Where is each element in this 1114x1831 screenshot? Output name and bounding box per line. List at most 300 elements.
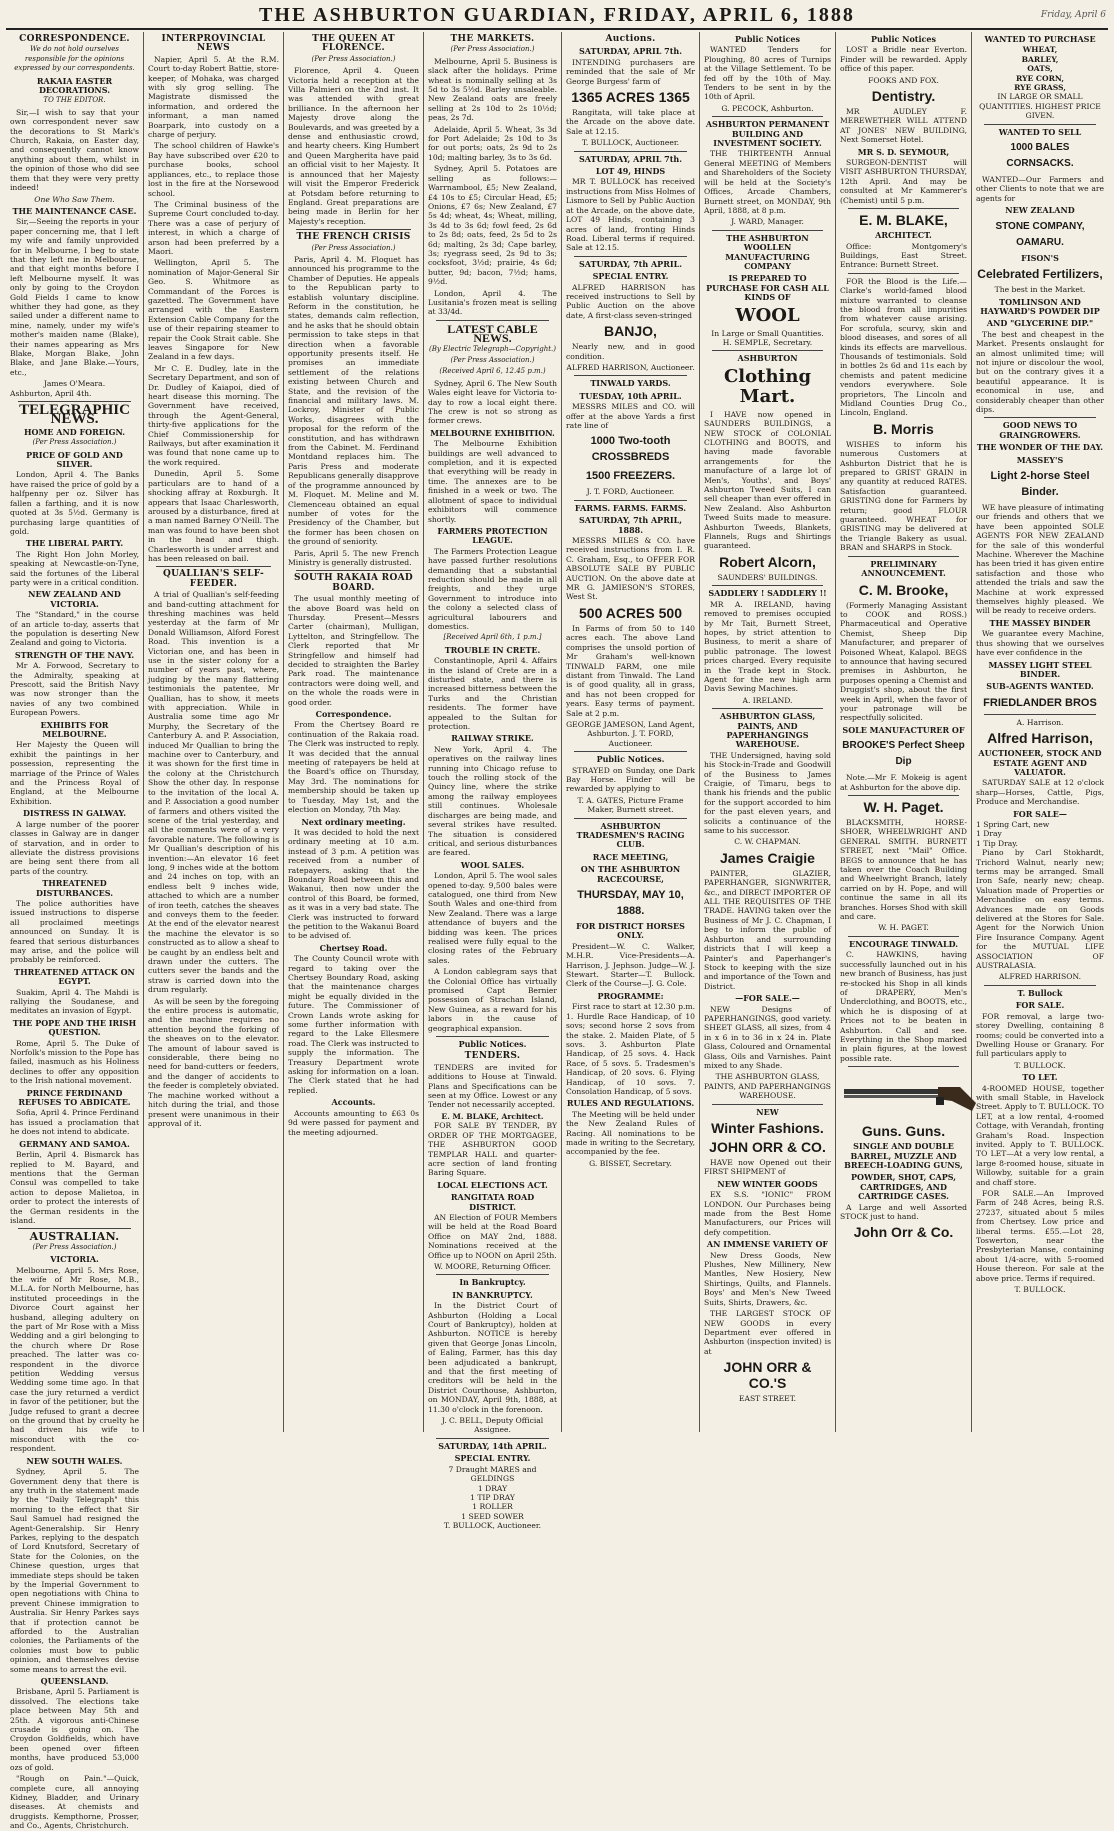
advert-text: LOST a Bridle near Everton. Finder will be rewarded. Apply office of this paper.: [840, 45, 967, 74]
section-title: FARMERS PROTECTION LEAGUE.: [437, 525, 548, 546]
dentistry-display: Dentistry.: [871, 88, 936, 105]
article-text: Dunedin, April 5. Some particulars are to hand of a shocking affray at Roxburgh. It appears that Isaac Charlesworth, aroused by a disturbance, fired at a man named Barney O'Neill. The man was found to have been shot in the head and thigh. Charlesworth is under arrest and has been released on bail.: [148, 469, 279, 563]
press-association: (Per Press Association.): [32, 1242, 117, 1251]
list-item: 1 ROLLER: [472, 1502, 513, 1512]
article-text: A large number of the poorer classes in Galway are in danger of starvation, and in order to alleviate the distress provisions are being sent there from all parts of the country.: [10, 819, 139, 876]
advert-text: WISHES to inform his numerous Customers at Ashburton District that he is prepared to GRIST GRAIN in any quantity at reduced RATES. Satisfaction guaranteed. GRISTING done for Farmers by return; good FLOUR guaranteed. WHEAT for GRISTING may be delivered at the Triangle Bakery as usual. BRAN and SHARPS in Stock.: [840, 439, 967, 553]
wool-display: WOOL: [735, 304, 800, 326]
section-title: PROGRAMME:: [597, 990, 664, 1001]
section-title: Public Notices: [734, 34, 800, 44]
correspondence-note: We do not hold ourselves responsible for the opinions expressed by our correspondents.: [14, 45, 135, 73]
signature: A. IRELAND.: [742, 695, 793, 705]
advert-text: Rangitata, will take place at the Arcade on the above date. Sale at 12.15.: [566, 108, 695, 136]
robert-alcorn-display: Robert Alcorn,: [719, 553, 816, 570]
banjo-display: BANJO,: [604, 323, 657, 340]
received-note: [Received April 6th, 1 p.m.]: [443, 633, 542, 642]
divider: [712, 1104, 823, 1105]
article-text: Melbourne, April 5. Mrs Rose, the wife of Mr Rose, M.B., M.L.A. for North Melbourne, has instituted proceedings in the Divorce Court against her husband, alleging adultery on the part of Mr Rose with a Miss Wedding and a girl belonging to the church where Dr Rose preached. The latter was co-respondent in the divorce petition Wedding versus Wedding some time ago. In that case the jury returned a verdict in favor of the petitioner, but the Judge refused to grant a decree on the ground that by cruelty he had driven his wife to misconduct with the co-respondent.: [10, 1265, 139, 1454]
article-text: London, April 5. The wool sales opened to-day. 9,500 bales were catalogued, one third from New South Wales and one-third from New Zealand. There was a large attendance of buyers and the bidding was keen. The prices realised were fully equal to the closing rates of the February sales.: [428, 871, 557, 965]
section-title: ASHBURTON TRADESMEN'S RACING CLUB.: [576, 820, 685, 850]
advert-text: "Rough on Pain."—Quick, complete cure, all annoying Kidney, Bladder, and Urinary diseases. At chemists and druggists. Kempthorne, Prosser, and Co., Agents, Christchurch.: [10, 1774, 139, 1831]
advert-text: TENDERS are invited for additions to House at Tinwald. Plans and Specifications can be seen at my Office. Lowest or any Tender not necessarily accepted.: [428, 1062, 557, 1110]
section-title: SADDLERY ! SADDLERY !!: [708, 588, 827, 599]
advert-text: HAVE now Opened out their FIRST SHIPMENT of: [704, 1158, 831, 1177]
advert-text: FOR SALE.—An Improved Farm of 248 Acres, being R.S. 27237, situated about 5 miles from Chertsey. Low price and liberal terms. £55.—Lot 28, Toswerton, near the Presbyterian Manse, containing about 1/4-acre, with 5-roomed House thereon. For sale at the above price. Terms if required.: [976, 1189, 1104, 1283]
advert-text: The best in the Market.: [994, 285, 1086, 295]
list-item: WHEAT,: [1022, 45, 1058, 55]
divider: [848, 1066, 959, 1067]
divider: [574, 751, 687, 752]
list-item: 1 SEED SOWER: [461, 1511, 524, 1521]
article-text: The Farmers Protection League have passed further resolutions demanding that a substantial reduction should be made in all freights, and they urge Government to introduce into the colony a selected class of agricultural labourers and domestics.: [428, 546, 557, 631]
press-association: (Per Press Association.): [450, 356, 535, 364]
advert-text: President—W. C. Walker, M.H.R. Vice-Presidents—A. Harrison, J. Jephson. Judge—W. J. Stewart. Starter—T. Bullock. Clerk of the Course—J. G. Cole.: [566, 941, 695, 989]
section-title: SOLE MANUFACTURER OF: [842, 724, 965, 735]
section-title: IS PREPARED TO PURCHASE FOR CASH ALL KINDS OF: [706, 273, 829, 303]
acreage-display: 1365 ACRES 1365: [571, 89, 690, 106]
advert-text: 4-ROOMED HOUSE, together with small Stable, in Havelock Street. Apply to T. BULLOCK. TO LET, at a low rental, 4-roomed Cottage, with Verandah, fronting Graham's Road. Inspection invited. Apply to T. BULLOCK. TO LET—At a very low rental, a large 8-roomed house, situate in Willowby, suitable for a grain and chaff store.: [976, 1083, 1104, 1187]
column-3: [284, 32, 424, 1432]
advert-text: MR A. IRELAND, having removed to premises occupied by Mr Tait, Burnett Street, hopes, by strict attention to Business, to merit a share of public patronage. The lowest prices charged. Every requisite in the Trade kept in Stock. Agent for the new high arm Davis Sewing Machines.: [704, 599, 831, 694]
section-title: SATURDAY, APRIL 7th.: [578, 46, 682, 57]
section-title: MASSEY'S: [1016, 454, 1064, 465]
article-text: Sydney, April 5. The Government deny that there is any truth in the statement made by the "Daily Telegraph" this morning to the effect that Sir Saul Samuel had resigned the Agent-Generalship. Sir Henry Parkes, replying to the despatch of Lord Knutsford, Secretary of State for the Colonies, on the Chinese question, urges that immediate steps should be taken by the Imperial Government to open negotiations with China to prevent Chinese immigration to Australia. Sir Henry Parkes says that if protection cannot be afforded to the Australian colonies, the Parliaments of the colonies must bow to public opinion, and themselves devise some means to arrest the evil.: [10, 1467, 139, 1674]
john-orr-display: JOHN ORR & CO.: [709, 1139, 826, 1155]
divider: [436, 1274, 549, 1275]
advert-text: WANTED Tenders for Ploughing, 80 acres of Turnips at the Village Settlement. To be fed off by the 10th of May. Tenders to be sent in by the 10th of April.: [704, 45, 831, 102]
advert-text: AN Election of FOUR Members will be held at the Road Board Office on MAY 2nd, 1888. Nominations received at the Office up to NOON on April 25th.: [428, 1212, 557, 1260]
section-title: QUEENSLAND.: [40, 1676, 109, 1687]
section-title: ON THE ASHBURTON RACECOURSE,: [580, 864, 681, 884]
markets-heading: THE MARKETS.: [450, 34, 535, 44]
section-title: RAILWAY STRIKE.: [451, 733, 534, 744]
article-text: The usual monthly meeting of the above Board was held on Thursday. Present—Messrs Carter (chairman), Mulligan, Lyttelton, and Stringfellow. The Clerk reported that Mr Stringfellow and himself had decided to straighten the Barley Park road. The maintenance contractors were doing well, and on the whole the roads were in good order.: [288, 594, 419, 707]
column-2: [144, 32, 284, 1432]
advert-text: The Meeting will be held under the New Zealand Rules of Racing. All nominations to be made in writing to the Secretary, accompanied by the fee.: [566, 1109, 695, 1157]
column-7: [836, 32, 972, 1432]
article-text: Florence, April 4. Queen Victoria held a reception at the Villa Palmieri on the 2nd inst. It was attended with great brilliance. In the afternoon her Majesty drove along the Boulevards, and was greeted by a dense and enthusiastic crowd, and hearty cheers. King Humbert and Queen Margherita have paid an official visit to her Majesty. It is announced that her Majesty will visit the Emperor Frederick at Potsdam before returning to England. Great preparations are being made in Berlin for her Majesty's reception.: [288, 66, 419, 226]
divider: [296, 570, 411, 571]
divider: [848, 208, 959, 209]
section-title: STRENGTH OF THE NAVY.: [14, 649, 135, 660]
advert-text: Piano by Carl Stokhardt, Trichord Walnut, nearly new; terms may be arranged. Small Iron Safe, nearly new; cheap. Valuation made of Properties or Merchandise on easy terms. Advances made on Goods delivered at the Stores for Sale. Agent for the Norwich Union Fire Insurance Company. Agent for the MUTUAL LIFE ASSOCIATION OF AUSTRALASIA.: [976, 848, 1104, 971]
signature: THE ASHBURTON GLASS, PAINTS, AND PAPERHANGINGS WAREHOUSE.: [704, 1072, 831, 1101]
fertilizers-display: Celebrated Fertilizers,: [977, 267, 1103, 282]
copyright-note: (By Electric Telegraph—Copyright.): [429, 344, 556, 353]
section-title: THE POPE AND THE IRISH QUESTION.: [12, 1017, 137, 1038]
article-text: Mr C. E. Dudley, late in the Secretary Department, and son of Dr. Dudley of Kaiapoi, died of heart disease this morning. The Government have received, through the Agent-General, thirty-five applications for the Chief Commissionership for Railways, but after examination it was found that none came up to the work required.: [148, 363, 279, 467]
section-title: In Bankruptcy.: [459, 1277, 526, 1288]
article-text: Paris, April 4. M. Floquet has announced his programme to the Chamber of Deputies. He appeals to the Republican party to establish voluntary discipline. Reform in the constitution, he states, demands calm reflection, and he asks that he should obtain permission to take steps in that direction when a favorable opportunity presents itself. He promises an immediate settlement of the relations existing between Church and State, and the revision of the financial and military laws. M. Lockroy, Minister of Public Works, disagrees with the proposal for the reform of the constitution, and has withdrawn from the Cabinet. M. Ferdinand Montdand replaces him. The Paris Press and moderate Republicans generally disapprove of the programme announced by M. Floquet. M. Meline and M. Clemenceau obtained an equal number of votes for the Presidency of the Chamber, but the former has been chosen on the ground of seniority.: [288, 254, 419, 547]
section-title: SINGLE AND DOUBLE BARREL, MUZZLE AND BREECH-LOADING GUNS,: [844, 1141, 963, 1170]
section-title: SATURDAY, 7th APRIL, 1888.: [578, 515, 682, 535]
advert-text: In Large or Small Quantities.: [711, 328, 824, 338]
telegraphic-heading: TELEGRAPHIC NEWS.: [19, 402, 130, 428]
advert-text: New Dress Goods, New Plushes, New Millinery, New Mantles, New Hosiery, New Shirtings, Quilts, and Flannels. Boys' and Men's New Tweed Suits, Shirts, Drawers, &c.: [704, 1250, 831, 1307]
advert-text: MR T. BULLOCK has received instructions from Miss Holmes of Lismore to Sell by Public Auction at the Arcade, on the above date, LOT 49 Hinds, containing 3 acres of land, fronting Hinds Road. Liberal terms if required. Sale at 12.15.: [566, 177, 695, 253]
advert-text: INTENDING purchasers are reminded that the sale of Mr George Burgess' farm of: [566, 57, 695, 86]
divider: [156, 566, 271, 567]
section-title: TUESDAY, 10th APRIL.: [579, 390, 682, 401]
shotgun-icon: [840, 1071, 980, 1119]
section-title: SATURDAY, 7th APRIL.: [578, 258, 682, 269]
advert-text: WE have pleasure of intimating our friends and others that we have been appointed SOLE AGENTS FOR NEW ZEALAND for the sale of this wonderful Machine. Wherever the Machine has been tried it has given entire satisfaction and those who attended the trials and saw the Machine at work expressed themselves highly pleased. We will be ready to receive orders.: [976, 503, 1104, 616]
divider: [848, 556, 959, 557]
advert-text: The best and cheapest in the Market. Presents onslaught for an almost unlimited time; will not injure or discolour the wool, but on the contrary gives it a beautiful appearance. It is economical in use, and considerably cheaper than other dips.: [976, 329, 1104, 414]
section-title: PRICE OF GOLD AND SILVER.: [26, 449, 123, 470]
signature: T. BULLOCK, Auctioneer.: [443, 1521, 542, 1531]
signature: SAUNDERS' BUILDINGS.: [717, 572, 818, 582]
divider: [712, 230, 823, 231]
section-title: SATURDAY, APRIL 7th.: [578, 153, 682, 164]
advert-text: MESSRS MILES and CO. will offer at the above Yards a first rate line of: [566, 402, 695, 430]
article-text: From the Chertsey Board re continuation of the Rakaia road. The Clerk was instructed to reply. It was decided that the annual meeting of ratepayers be held at the Board's office on Thursday, May 3rd. The nominations for membership should be taken up to Tuesday, May 1st, and the election on Monday, 7th May.: [288, 720, 419, 815]
paget-display: W. H. Paget.: [863, 799, 944, 815]
article-text: The Melbourne Exhibition buildings are well advanced to completion, and it is expected that everything will be ready in time. The annexes are to be finished in a week or two. The allotment of space to individual exhibitors will commence shortly.: [428, 439, 557, 524]
article-text: Mr A. Forwood, Secretary to the Admiralty, speaking at Prescott, said the British Navy was now stronger than the navies of any two combined European Powers.: [10, 661, 139, 718]
grain-list: [976, 45, 1104, 92]
divider: [574, 818, 687, 819]
acreage-display: 500 ACRES 500: [579, 604, 682, 621]
brooke-display: C. M. Brooke,: [858, 581, 949, 598]
advert-text: NEW Designs of PAPERHANGINGS, good variety. SHEET GLASS, all sizes, from 4 in x 6 in to 36 in x 24 in. Plate Glass, Coloured and Ornamental Glass, Oils and Varnishes. Paint mixed to any Shade.: [704, 1004, 831, 1070]
morris-display: B. Morris: [873, 420, 934, 437]
article-text: Brisbane, April 5. Parliament is dissolved. The elections take place between May 5th and 25th. A vigorous anti-Chinese crusade is going on. The Croydon Goldfields, which have been opened over fifteen months, have produced 53,000 ozs of gold.: [10, 1687, 139, 1772]
divider: [984, 985, 1096, 986]
signature: FOOKS AND FOX.: [868, 75, 939, 85]
divider: [984, 417, 1096, 418]
section-title: FOR DISTRICT HORSES ONLY.: [576, 921, 685, 941]
dateline: Ashburton, April 4th.: [10, 388, 92, 398]
clothing-mart-display: Clothing Mart.: [723, 365, 812, 407]
section-title: THE ASHBURTON WOOLLEN MANUFACTURING COMPANY: [725, 232, 810, 271]
section-title: ASHBURTON: [737, 353, 798, 364]
guns-display: Guns. Guns.: [861, 1123, 946, 1140]
section-title: FOR SALE—: [1013, 808, 1067, 819]
section-title: SPECIAL ENTRY.: [592, 271, 669, 282]
section-title: TINWALD YARDS.: [590, 378, 671, 389]
signature: J. WARD, Manager.: [731, 217, 804, 227]
received-note: (Received April 6, 12.45 p.m.): [439, 367, 546, 376]
article-text: Melbourne, April 5. Business is slack after the holidays. Prime wheat is nominally selling at 3s 5d to 3s 5½d. Barley unsaleable. New Zealand oats are freely selling at 2s 10d to 2s 10½d; peas, 2s 7d.: [428, 56, 557, 123]
section-title: RAKAIA EASTER DECORATIONS.: [36, 75, 113, 96]
article-text: Accounts amounting to £63 0s 9d were passed for payment and the meeting adjourned.: [288, 1108, 419, 1137]
advert-text: STRAYED on Sunday, one Dark Bay Horse. Finder will be rewarded by applying to: [566, 765, 695, 794]
divider: [574, 256, 687, 257]
section-title: Public Notices.: [458, 1039, 527, 1050]
article-text: Sir,—Seeing the reports in your paper concerning me, that I left my wife and family unprovided for in Melbourne, I beg to state that they left me in Melbourne, and that eight months before I left Melbourne myself. It was only by going to the Croydon Gold Fields I came to know whither they had gone, as they sailed under a different name to mine, namely, under my wife's mother's maiden name (Blake), their names appearing as Mrs Blake, Morgan Blake, John Blake, and Jane Blake.—Yours, etc.,: [10, 217, 139, 377]
stock-display: 1500 FREEZERS.: [585, 470, 676, 483]
article-text: As will be seen by the foregoing the entire process is automatic, and the machine requires no attention beyond the forking of the sheaves on to the elevator. The amount of labour saved is considerable, there being no need for band-cutters or feeders, and the danger of accidents to the feeder is completely obviated. The machine worked without a hitch during the trial, and those present were unanimous in their approval of it.: [148, 996, 279, 1128]
advert-text: Office: Montgomery's Buildings, East Street. Entrance: Burnett Street.: [840, 241, 967, 270]
advert-text: SURGEON-DENTIST will VISIT ASHBURTON THURSDAY, 12th April. And may be consulted at Mr Kammerer's (Chemist) until 5 p.m.: [840, 158, 967, 205]
article-text: The Criminal business of the Supreme Court concluded to-day. There was a case of perjury of interest, in which a charge of arson had been preferred by a Maori.: [148, 199, 279, 256]
section-title: RULES AND REGULATIONS.: [566, 1098, 695, 1109]
advert-text: WANTED—Our Farmers and other Clients to note that we are agents for: [976, 175, 1104, 203]
section-title: AN IMMENSE VARIETY OF: [706, 1239, 829, 1250]
signature: EAST STREET.: [738, 1394, 797, 1404]
section-title: RACE MEETING,: [592, 851, 669, 862]
signature: ALFRED HARRISON, Auctioneer.: [566, 362, 695, 372]
article-text: Rome, April 5. The Duke of Norfolk's mission to the Pope has failed, inasmuch as his Holiness declines to offer any opposition to the Irish national movement.: [10, 1038, 139, 1086]
section-title: THE MAINTENANCE CASE.: [12, 205, 137, 216]
section-title: LOCAL ELECTIONS ACT.: [437, 1179, 548, 1190]
section-title: THREATENED DISTURBANCES.: [35, 878, 114, 898]
section-title: Next ordinary meeting.: [301, 816, 406, 827]
advert-text: THE LARGEST STOCK OF NEW GOODS in every Department ever offered in Ashburton (inspection invited) is at: [704, 1309, 831, 1356]
list-item: 1 Dray: [976, 829, 1002, 839]
article-text: Sydney, April 5. Potatoes are selling as follows:—Warrnambool, £5; New Zealand, £4 10s to £5; Circular Head, £5; Onions, £7 6s; New Zealand, £7 5s 4d; wheat, 4s; Wheat, milling, 3s 4d to 3s 6d; fowl feed, 2s 6d to 2s 8d; oats, feed, 2s 5d to 2s 6d; malting, 2s 3d; Cape barley, 3s; ryegrass seed, 2s 9d to 3s; cocksfoot, 3½d; prairie, 4s 6d; butter, 9d; bacon, 7½d; hams, 9½d.: [428, 164, 557, 287]
section-heading: SOUTH RAKAIA ROAD BOARD.: [294, 573, 413, 593]
signature: T. BULLOCK, Auctioneer.: [581, 138, 680, 148]
signature: W. MOORE, Returning Officer.: [434, 1261, 551, 1271]
section-title: PRINCE FERDINAND REFUSES TO ABDICATE.: [18, 1087, 131, 1108]
masthead-title: THE ASHBURTON GUARDIAN, FRIDAY, APRIL 6, 1888: [259, 4, 855, 26]
list-item: BARLEY,: [1021, 54, 1059, 64]
advert-text: First race to start at 12.30 p.m. 1. Hurdle Race Handicap, of 10 sovs; second horse 2 sovs from the stake. 2. Maiden Plate, of 5 sovs. 3. Ashburton Plate Handicap, of 25 sovs. 4. Hack Race, of 5 sovs. 5. Tradesmen's Handicap, of 20 sovs. 6. Flying Handicap, of 10 sovs. 7. Consolation Handicap, of 5 sovs.: [566, 1002, 695, 1096]
john-orr-display: John Orr & Co.: [853, 1224, 954, 1241]
section-title: Correspondence.: [315, 709, 392, 720]
press-association: (Per Press Association.): [311, 243, 396, 252]
signature: J. T. FORD, Auctioneer.: [586, 487, 675, 497]
advert-text: THE THIRTEENTH Annual General MEETING of Members and Shareholders of the Society will be held at the Society's Offices, Arcade Chambers, Burnett street, on MONDAY, 9th April, 1888, at 8 p.m.: [704, 149, 831, 215]
article-text: Sofia, April 4. Prince Ferdinand has issued a proclamation that he does not intend to abdicate.: [10, 1108, 139, 1137]
divider: [712, 350, 823, 351]
advert-text: C. HAWKINS, having successfully launched out in his new branch of Business, has just re-stocked his Shop in all kinds of DRAPERY, Men's Underclothing, and BOOTS, etc., which he is disposing of at Prices not to be beaten in Ashburton. Call and see. Everything in the Shop marked in plain figures, at the lowest possible rate.: [840, 950, 967, 1063]
press-association: (Per Press Association.): [32, 438, 117, 447]
masthead: [6, 4, 1108, 30]
section-title: Public Notices.: [596, 754, 665, 765]
divider: [296, 229, 411, 230]
sheep-dip-display: BROOKE'S Perfect Sheep Dip: [842, 740, 965, 768]
section-title: ASHBURTON PERMANENT BUILDING AND INVESTMENT SOCIETY.: [705, 119, 830, 149]
list-item: RYE CORN,: [1016, 73, 1064, 83]
divider: [574, 151, 687, 152]
article-text: London, April 4. The Lusitania's frozen meat is selling at 33/4d.: [428, 288, 557, 317]
article-text: Sir,—I wish to say that your own correspondent never saw the decorations to St Mark's Church, Rakaia, on Easter day, and consequently cannot know anything about them, whilst in the opinion of those who did see them that they were very pretty indeed!: [10, 107, 139, 193]
article-text: Her Majesty the Queen will exhibit the paintings in her possession, representing the marriage of the Prince of Wales and the Princess Royal of England, at the Melbourne Exhibition.: [10, 740, 139, 806]
divider: [712, 116, 823, 117]
sale-list: [428, 1465, 557, 1521]
harrison-display: Alfred Harrison,: [987, 730, 1093, 747]
list-item: RYE GRASS,: [1014, 83, 1066, 93]
divider: [848, 936, 959, 937]
section-title: THE MASSEY BINDER: [989, 617, 1091, 628]
article-text: Constantinople, April 4. Affairs in the island of Crete are in a disturbed state, and there is increased bitterness between the Turks and the Christian residents. The former have appealed to the Sultan for protection.: [428, 656, 557, 732]
section-title: TOMLINSON AND HAYWARD'S POWDER DIP: [980, 296, 1100, 316]
article-text: A trial of Quallian's self-feeding and band-cutting attachment for threshing machines was held yesterday at the farm of Mr Donald Williamson, Alford Forest Road. This invention is a Victorian one, and has been in use in the sister colony for a number of years past, where, judging by the many flattering testimonials the patentee, Mr Quallian, has to show, it meets with appreciation. While in Australia some time ago Mr Murphy, the Secretary of the Canterbury A. and P. Association, induced Mr Quallian to bring the machine over to Canterbury, and it was shown for the first time in the colony at the Christchurch Show the other day. In response to the invitation of the local A. and P. Association a good number of farmers and others visited the scene of the trial yesterday, and all the comments were of a very favorable nature. The following is Mr Quallian's description of his invention:—An elevator 16 feet long, 9 inches wide at the bottom and 24 inches on top, with an endless belt 9 inches wide, attached to which are a number of iron teeth, catches the sheaves and conveys them to the feeder. At the end of the elevator nearest the machine the elevator is so constructed as to allow a sheaf to be caught by an endless belt and drawn under the cutters. The cutters sever the bands and the straw is carried down into the drum regularly.: [148, 590, 279, 995]
section-heading: TENDERS.: [464, 1051, 521, 1062]
article-text: Paris, April 5. The new French Ministry is generally distrusted.: [288, 548, 419, 567]
advert-text: MESSRS MILES & CO. have received instructions from I. R. C. Graham, Esq., to OFFER FOR ABSOLUTE SALE BY PUBLIC AUCTION. On the above date at MR G. JAMIESON'S STORES, West St.: [566, 536, 695, 602]
section-title: IN BANKRUPTCY.: [452, 1289, 533, 1300]
binder-display: Light 2-horse Steel Binder.: [990, 470, 1090, 498]
john-orr-display: JOHN ORR & CO.'S: [723, 1359, 812, 1392]
article-text: New York, April 4. The operatives on the railway lines running into Chicago refuse to touch the rolling stock of the Quincy line, where the strike among the railway employees still continues. Wholesale discharges are being made, and several strikes have resulted. The situation is considered critical, and serious disturbances are feared.: [428, 744, 557, 858]
sale-list: [976, 820, 1104, 848]
press-association: (Per Press Association.): [311, 54, 396, 63]
signature: ALFRED HARRISON.: [998, 972, 1082, 982]
signature: One Who Saw Them.: [34, 194, 115, 204]
signature: C. W. CHAPMAN.: [734, 837, 801, 847]
divider: [712, 585, 823, 586]
auctions-heading: Auctions.: [605, 34, 656, 44]
section-title: SUB-AGENTS WANTED.: [986, 681, 1094, 692]
section-title: GERMANY AND SAMOA.: [19, 1138, 130, 1149]
signature: James O'Meara.: [43, 379, 106, 389]
signature: H. SEMPLE, Secretary.: [722, 337, 813, 347]
section-title: FARMS. FARMS. FARMS.: [574, 502, 687, 513]
advert-text: I HAVE now opened in SAUNDERS BUILDINGS, a NEW STOCK of COLONIAL CLOTHING and BOOTS, and having made favorable arrangements for the manufacture of a large lot of Men's, Youths', and Boys' Ashburton Tweed Suits, I can sell cheaper than ever offered in New Zealand. Also Ashburton Tweed Suits made to measure. Ashburton Tweeds, Blankets, Flannels, Rugs and Shirtings guaranteed.: [704, 409, 831, 551]
advert-text: Nearly new, and in good condition.: [566, 342, 695, 361]
advert-text: MR AUDLEY F. MEREWETHER WILL ATTEND AT JONES' NEW BUILDING, Next Somerset Hotel.: [840, 107, 967, 145]
section-title: THREATENED ATTACK ON EGYPT.: [14, 966, 135, 987]
section-title: DISTRESS IN GALWAY.: [22, 808, 127, 819]
section-title: NEW ZEALAND AND VICTORIA.: [28, 589, 121, 609]
signature: G. PECOCK, Ashburton.: [721, 103, 814, 113]
advert-text: ALFRED HARRISON has received instructions to Sell by Public Auction on the above date, A first-class seven-stringed: [566, 282, 695, 320]
list-item: 1 DRAY: [477, 1483, 508, 1493]
section-title: FISON'S: [1021, 252, 1059, 263]
signature: A. Harrison.: [1016, 717, 1064, 727]
article-text: Sydney, April 6. The New South Wales eight leave for Victoria to-day to row a local eight there. The crew is not so strong as former crews.: [428, 378, 557, 426]
advert-text: THE Undersigned, having sold his Stock-in-Trade and Goodwill of the Business to James Craigie, of Timaru, begs to thank his friends and the public for the support accorded to him for the past eleven years, and solicits a continuance of the same to his successor.: [704, 750, 831, 836]
article-text: London, April 4. The Banks have raised the price of gold by a halfpenny per oz. Silver has fallen a farthing, and it is now quoted at 3s 5½d. Germany is purchasing large quantities of gold.: [10, 470, 139, 536]
advert-text: FOR the Blood is the Life.—Clarke's world-famed blood mixture warranted to cleanse the blood from all impurities from whatever cause arising. For scrofula, scurvy, skin and blood diseases, and sores of all kinds its effects are marvellous. Thousands of testimonials. Sold in bottles 2s 6d and 11s each by chemists and patent medicine vendors everywhere. Sole proprietors, The Lincoln and Midland Counties Drug Co., Lincoln, England.: [840, 276, 967, 418]
interprovincial-heading: INTERPROVINCIAL NEWS: [161, 34, 266, 54]
article-text: Napier, April 5. At the R.M. Court to-day Robert Battie, store-keeper, of Mohaka, was charged with sly grog selling. The Magistrate dismissed the information, and ordered the informant, a man named Boarpark, into custody on a charge of perjury.: [148, 54, 279, 140]
advert-text: In Farms of from 50 to 140 acres each. The above Land comprises the unsold portion of Mr Graham's well-known TINWALD FARM, one mile distant from Tinwald. The Land is of good quality, all in grass, and has not been cropped for years. Easy terms of payment. Sale at 2 p.m.: [566, 623, 695, 718]
section-title: NEW WINTER GOODS: [717, 1178, 818, 1189]
section-title: TO LET.: [1022, 1072, 1058, 1083]
section-title: MR S. D. SEYMOUR,: [857, 146, 950, 157]
divider: [712, 708, 823, 709]
column-5: [562, 32, 700, 1432]
article-text: The school children of Hawke's Bay have subscribed over £20 to purchase books, school appliances, etc., to replace those lost in the fire at the Norsewood school.: [148, 141, 279, 198]
section-title: ASHBURTON GLASS, PAINTS, AND PAPERHANGINGS WAREHOUSE.: [719, 711, 816, 750]
section-title: NEW: [756, 1106, 779, 1117]
section-heading: THE FRENCH CRISIS: [296, 232, 411, 243]
divider: [848, 795, 959, 796]
correspondence-heading: CORRESPONDENCE.: [19, 34, 130, 44]
advert-text: A Large and well Assorted STOCK just to hand.: [840, 1202, 967, 1221]
divider: [984, 124, 1096, 125]
advert-text: EX S.S. "IONIC" FROM LONDON. Our Purchases being made from the Best Home Manufacturers, our Prices will defy competition.: [704, 1190, 831, 1237]
divider: [436, 1036, 549, 1037]
section-title: MASSEY LIGHT STEEL BINDER.: [988, 659, 1092, 679]
list-item: OATS,: [1027, 64, 1053, 74]
divider: [574, 375, 687, 376]
james-craigie-display: James Craigie: [720, 849, 815, 866]
section-title: Public Notices: [870, 34, 936, 44]
article-text: The Right Hon John Morley, speaking at Newcastle-on-Tyne, said the fortunes of the Liberal party were in a critical condition.: [10, 549, 139, 587]
section-title: WANTED TO SELL: [998, 126, 1082, 137]
article-text: The "Standard," in the course of an article to-day, asserts that the population is deserting New Zealand and going to Victoria.: [10, 610, 139, 648]
list-item: 7 Draught MARES and GELDINGS: [448, 1464, 537, 1484]
section-title: ENCOURAGE TINWALD.: [848, 938, 959, 949]
section-title: AND "GLYCERINE DIP.": [986, 318, 1094, 329]
article-text: A London cablegram says that the Colonial Office has virtually promised Capt Bernier possession of Strachan Island, New Guinea, as a reward for his labors in the cause of geographical expansion.: [428, 967, 557, 1033]
latest-cable-heading: LATEST CABLE NEWS.: [447, 321, 538, 346]
article-text: Suakim, April 4. The Mahdi is rallying the Soudanese, and meditates an invasion of Egypt.: [10, 987, 139, 1016]
section-title: —FOR SALE.—: [735, 993, 800, 1004]
article-text: The County Council wrote with regard to taking over the Chertsey Boundary Road, asking that the maintenance charges might be equally divided in the future. The Commissioner of Crown Lands wrote asking for some further information with regard to the Lake Ellesmere road. The Clerk was instructed to supply the information. The Treasury Department wrote asking for information on a loan. The Clerk stated that he had replied.: [288, 954, 419, 1095]
section-sub: TO THE EDITOR.: [43, 96, 106, 105]
column-8: [972, 32, 1108, 1432]
advert-text: IN LARGE OR SMALL QUANTITIES. HIGHEST PRICE GIVEN.: [979, 92, 1101, 121]
australian-heading: AUSTRALIAN.: [29, 1230, 120, 1244]
divider: [18, 1228, 131, 1229]
section-title: WOOL SALES.: [460, 859, 525, 870]
section-title: Accounts.: [331, 1097, 376, 1108]
list-item: 1 TIP DRAY: [470, 1492, 515, 1502]
advert-text: SATURDAY SALE at 12 o'clock sharp—Horses, Cattle, Pigs, Produce and Merchandise.: [976, 778, 1104, 807]
divider: [436, 1438, 549, 1439]
article-text: Berlin, April 4. Bismarck has replied to M. Bayard, and mentions that the German Consul was compelled to take action to depose Malietoa, in order to protect the interests of the German residents in the island.: [10, 1150, 139, 1225]
divider: [984, 714, 1096, 715]
press-association: (Per Press Association.): [450, 45, 535, 54]
section-title: LOT 49, HINDS: [595, 166, 666, 177]
section-title: GOOD NEWS TO GRAINGROWERS.: [999, 420, 1081, 440]
column-4: [424, 32, 562, 1531]
section-title: FOR SALE.: [1015, 1000, 1065, 1011]
winter-fashions-display: Winter Fashions.: [711, 1120, 824, 1136]
list-item: 1 Spring Cart, new: [976, 819, 1050, 829]
column-1: [6, 32, 144, 1831]
advert-text: (Formerly Managing Assistant to COOK and ROSS.) Pharmaceutical and Operative Chemist, Sheep Dip Manufacturer, and preparer of Poisoned Wheat, Kalapol. BEGS to announce that having secured premises in Ashburton, he purposes opening a Chemist and Druggist's shop, about the first week in April, when the favor of your patronage will be respectfully solicited.: [840, 600, 967, 723]
article-text: Adelaide, April 5. Wheat, 3s 3d for Port Adelaide; 2s 10d to 3s for out ports; oats, 2s 9d to 2s 10d; malting barley, 3s to 3s 6d.: [428, 124, 557, 162]
list-item: 1 Tip Dray.: [976, 838, 1018, 848]
signature: W. H. PAGET.: [878, 923, 929, 933]
section-title: T. Bullock: [1017, 987, 1063, 998]
advert-text: Note.—Mr F. Mokeig is agent at Ashburton for the above dip.: [840, 773, 967, 792]
signature: T. A. GATES, Picture Frame Maker, Burnett street.: [577, 795, 684, 815]
section-title: VICTORIA.: [50, 1254, 99, 1265]
masthead-corner: Friday, April 6: [1040, 10, 1106, 20]
column-6: [700, 32, 836, 1432]
section-title: RANGITATA ROAD DISTRICT.: [450, 1192, 535, 1212]
section-title: ARCHITECT.: [875, 230, 932, 241]
section-title: EXHIBITS FOR MELBOURNE.: [40, 719, 109, 740]
section-title: NEW ZEALAND: [1005, 205, 1075, 216]
signature: E. M. BLAKE, Architect.: [441, 1111, 544, 1121]
divider: [848, 273, 959, 274]
section-title: Chertsey Road.: [319, 942, 388, 953]
signature: GEORGE JAMESON, Land Agent, Ashburton. J. T. FORD, Auctioneer.: [566, 719, 695, 748]
advert-text: In the District Court of Ashburton (Holding a Local Court of Bankruptcy), holden at Ashburton. NOTICE is hereby given that George Jonas Lincoln, of Ealing, Farmer, has this day been adjudicated a bankrupt, and that the first meeting of creditors will be held in the District Courthouse, Ashburton, on MONDAY, April 9th, 1888, at 11.30 o'clock in the forenoon.: [428, 1301, 557, 1414]
article-text: The police authorities have issued instructions to disperse all proclaimed meetings announced on Sunday. It is feared that serious disturbances may arise, and the police will probably be reinforced.: [10, 898, 139, 965]
section-title: PRELIMINARY ANNOUNCEMENT.: [861, 558, 946, 579]
section-title: WANTED TO PURCHASE: [984, 34, 1096, 44]
signature: G. BISSET, Secretary.: [589, 1158, 672, 1168]
section-heading: THE QUEEN AT FLORENCE.: [312, 34, 395, 54]
section-title: SPECIAL ENTRY.: [454, 1453, 531, 1464]
section-title: AUCTIONEER, STOCK AND ESTATE AGENT AND VALUATOR.: [978, 748, 1102, 777]
advert-text: FOR removal, a large two-storey Dwelling, containing 8 rooms; could be converted into a Dwelling House or Granary. For full particulars apply to: [976, 1011, 1104, 1059]
advert-text: FOR SALE BY TENDER, BY ORDER OF THE MORTGAGEE, THE ASHBURTON GOOD TEMPLAR HALL and quarter-acre section of land fronting Baring Square.: [428, 1121, 557, 1178]
stock-display: 1000 Two-tooth CROSSBREDS: [590, 435, 671, 464]
section-title: MELBOURNE EXHIBITION.: [430, 427, 555, 438]
signature: J. C. BELL, Deputy Official Assignee.: [441, 1416, 544, 1435]
section-title: SATURDAY, 14th APRIL.: [438, 1440, 547, 1451]
article-text: Wellington, April 5. The nomination of Major-General Sir Geo. S. Whitmore as Commandant of the Forces is gazetted. The Government have arranged with the Eastern Extension Cable Company for the use of their repairing steamer to repair the Cook Strait cable. She leaves Singapore for New Zealand in a few days.: [148, 258, 279, 362]
section-title: THE LIBERAL PARTY.: [25, 538, 124, 549]
signature: T. BULLOCK.: [1014, 1060, 1066, 1070]
blake-display: E. M. BLAKE,: [859, 212, 948, 229]
friedlander-display: FRIEDLANDER BROS: [983, 696, 1097, 709]
section-title: NEW SOUTH WALES.: [26, 1455, 123, 1466]
advert-text: BLACKSMITH, HORSE-SHOER, WHEELWRIGHT AND GENERAL SMITH. BURNETT STREET, next "Mail" Office. BEGS to announce that he has taken over the Coach Building and Wheelwright Branch, lately carried on by H. Pope, and will continue the same in all its branches. Horses Shod with skill and care.: [840, 818, 967, 922]
